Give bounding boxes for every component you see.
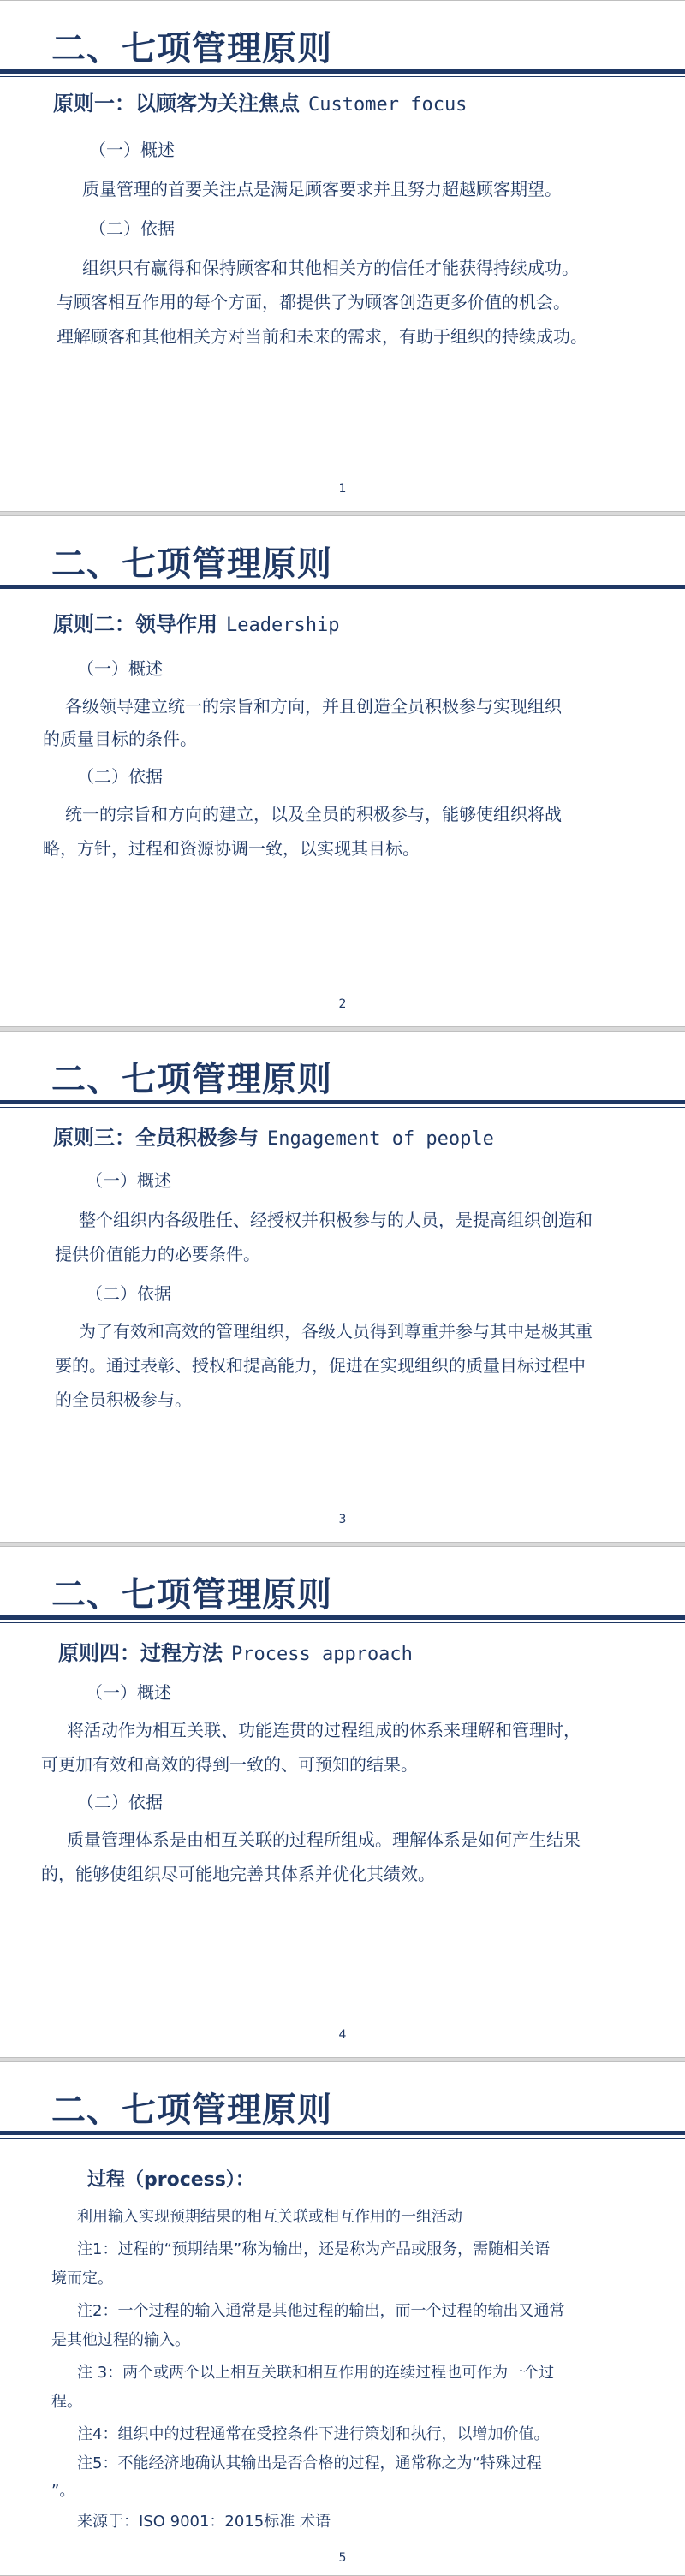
section-basis-label: （二）依据 xyxy=(89,218,175,239)
title-rule-thin xyxy=(0,2138,685,2139)
slide-title: 二、七项管理原则 xyxy=(51,544,332,584)
slide-2 xyxy=(0,515,685,1027)
body-line: 与顾客相互作用的每个方面，都提供了为顾客创造更多价值的机会。 xyxy=(57,292,570,312)
body-line: 的全员积极参与。 xyxy=(55,1389,192,1410)
body-line: 要的。通过表彰、授权和提高能力，促进在实现组织的质量目标过程中 xyxy=(55,1355,586,1376)
title-rule-thin xyxy=(0,76,685,77)
page-number: 4 xyxy=(338,2028,347,2042)
slide-3 xyxy=(0,1031,685,1543)
note-line: 注 3：两个或两个以上相互关联和相互作用的连续过程也可作为一个过 xyxy=(77,2364,555,2382)
slide-5 xyxy=(0,2061,685,2576)
slide-title: 二、七项管理原则 xyxy=(51,1060,332,1099)
title-rule xyxy=(0,2131,685,2135)
section-overview-label: （一）概述 xyxy=(86,1170,171,1191)
section-basis-label: （二）依据 xyxy=(77,766,163,787)
body-line: 略，方针，过程和资源协调一致，以实现其目标。 xyxy=(43,838,420,859)
body-line: 为了有效和高效的管理组织，各级人员得到尊重并参与其中是极其重 xyxy=(79,1321,593,1342)
note-line: 注4：组织中的过程通常在受控条件下进行策划和执行，以增加价值。 xyxy=(77,2425,550,2443)
body-line: 统一的宗旨和方向的建立，以及全员的积极参与，能够使组织将战 xyxy=(65,804,562,824)
section-basis-label: （二）依据 xyxy=(86,1283,171,1304)
body-line: 各级领导建立统一的宗旨和方向，并且创造全员积极参与实现组织 xyxy=(65,696,562,717)
note-line: 注5：不能经济地确认其输出是否合格的过程，通常称之为“特殊过程 xyxy=(77,2454,542,2472)
principle-heading-en: Customer focus xyxy=(308,94,468,116)
page-number: 2 xyxy=(338,997,347,1011)
section-basis-label: （二）依据 xyxy=(77,1792,163,1812)
note-line: 注2：一个过程的输入通常是其他过程的输出，而一个过程的输出又通常 xyxy=(77,2302,565,2320)
body-line: 提供价值能力的必要条件。 xyxy=(55,1244,260,1264)
definition-line: 利用输入实现预期结果的相互关联或相互作用的一组活动 xyxy=(77,2208,462,2226)
principle-heading-en: Engagement of people xyxy=(267,1128,494,1150)
note-line: 注1：过程的“预期结果”称为输出，还是称为产品或服务，需随相关语 xyxy=(77,2240,551,2258)
slide-1 xyxy=(0,0,685,512)
principle-heading-zh: 原则二：领导作用 xyxy=(53,612,217,636)
process-heading: 过程（process）： xyxy=(87,2169,254,2191)
page-number: 5 xyxy=(338,2551,347,2565)
slide-title: 二、七项管理原则 xyxy=(51,29,332,68)
note-line: 境而定。 xyxy=(51,2270,113,2287)
section-overview-label: （一）概述 xyxy=(86,1682,171,1703)
slide-title: 二、七项管理原则 xyxy=(51,1575,332,1615)
principle-heading-en: Leadership xyxy=(226,615,340,636)
body-line: 质量管理体系是由相互关联的过程所组成。理解体系是如何产生结果 xyxy=(67,1829,581,1850)
page-number: 3 xyxy=(338,1513,347,1526)
note-line: 程。 xyxy=(51,2393,82,2411)
principle-heading-en: Process approach xyxy=(231,1644,413,1665)
slide-title: 二、七项管理原则 xyxy=(51,2091,332,2130)
title-rule xyxy=(0,1100,685,1104)
body-line: 理解顾客和其他相关方对当前和未来的需求，有助于组织的持续成功。 xyxy=(57,326,587,347)
title-rule-thin xyxy=(0,1107,685,1108)
principle-heading-zh: 原则一：以顾客为关注焦点 xyxy=(53,92,300,116)
title-rule xyxy=(0,69,685,74)
body-line: 的质量目标的条件。 xyxy=(43,729,197,749)
principle-heading xyxy=(53,607,339,637)
title-rule xyxy=(0,1615,685,1620)
section-overview-label: （一）概述 xyxy=(77,658,163,679)
note-line: ”。 xyxy=(51,2482,75,2500)
body-line: 组织只有赢得和保持顾客和其他相关方的信任才能获得持续成功。 xyxy=(82,258,579,278)
body-line: 整个组织内各级胜任、经授权并积极参与的人员，是提高组织创造和 xyxy=(79,1210,593,1230)
title-rule xyxy=(0,585,685,589)
page-number: 1 xyxy=(338,482,347,496)
principle-heading-zh: 原则三：全员积极参与 xyxy=(53,1126,259,1150)
section-overview-label: （一）概述 xyxy=(89,140,175,160)
body-line: 可更加有效和高效的得到一致的、可预知的结果。 xyxy=(41,1754,418,1775)
body-line: 的，能够使组织尽可能地完善其体系并优化其绩效。 xyxy=(41,1864,435,1884)
principle-heading xyxy=(53,1121,494,1151)
principle-heading xyxy=(58,1636,413,1666)
title-rule-thin xyxy=(0,1622,685,1623)
slide-4 xyxy=(0,1546,685,2058)
body-line: 质量管理的首要关注点是满足顾客要求并且努力超越顾客期望。 xyxy=(82,179,562,199)
source-line: 来源于：ISO 9001：2015标准 术语 xyxy=(77,2513,331,2531)
note-line: 是其他过程的输入。 xyxy=(51,2331,190,2349)
body-line: 将活动作为相互关联、功能连贯的过程组成的体系来理解和管理时， xyxy=(67,1720,581,1740)
principle-heading xyxy=(53,86,467,116)
principle-heading-zh: 原则四：过程方法 xyxy=(58,1641,223,1665)
